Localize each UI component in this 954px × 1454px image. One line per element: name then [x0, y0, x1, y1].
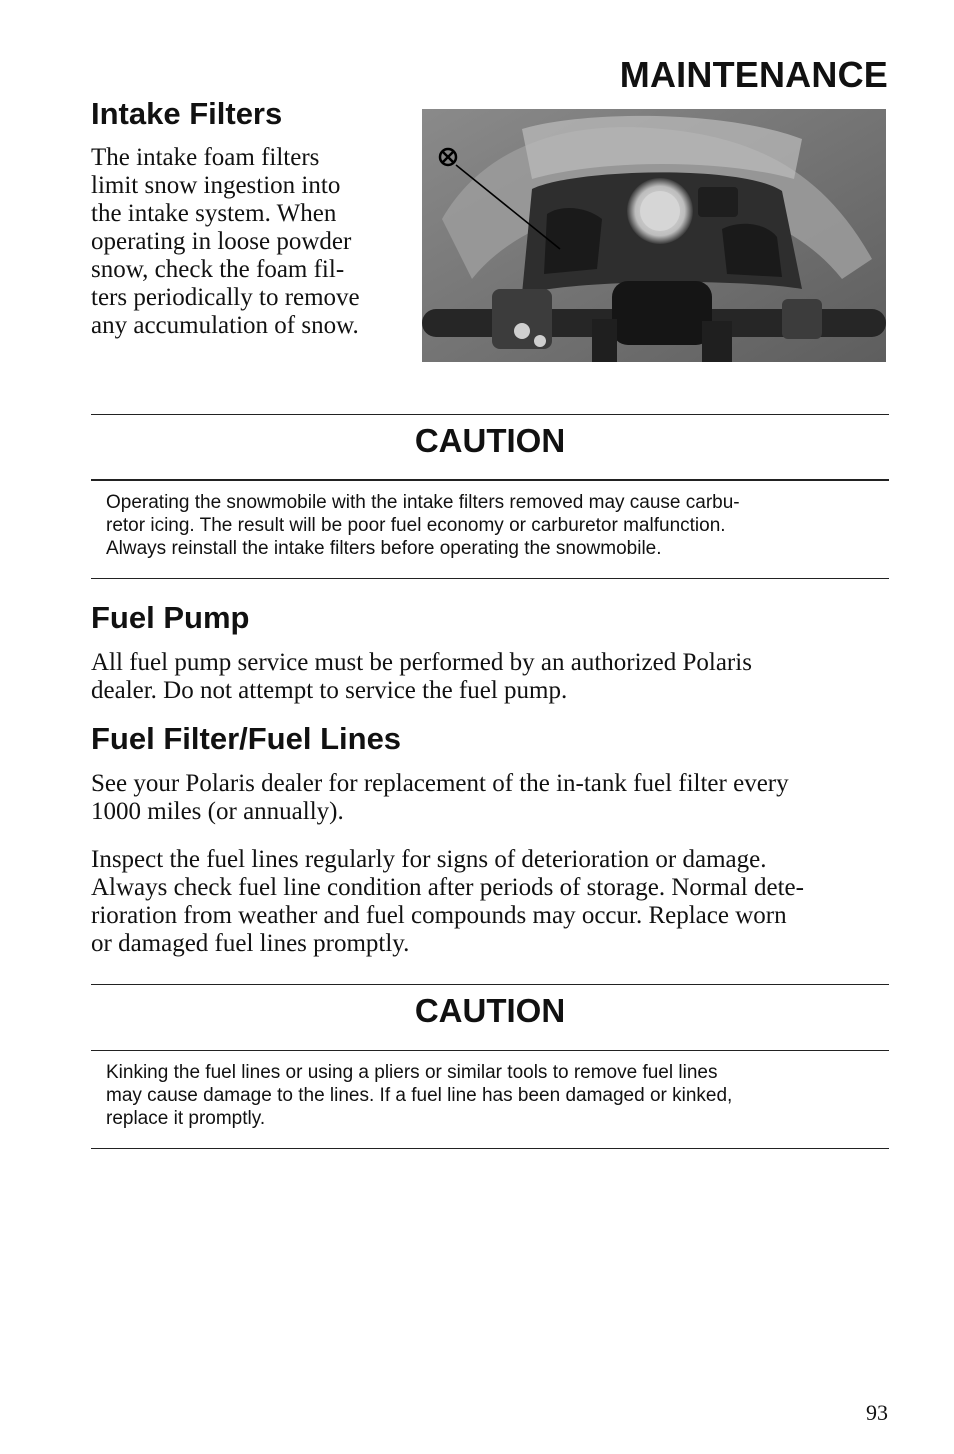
caution-top-rule — [91, 984, 889, 985]
text-line: replace it promptly. — [106, 1108, 266, 1129]
text-line: snow, check the foam fil- — [91, 256, 345, 283]
text-line: limit snow ingestion into — [91, 172, 341, 199]
text-line: 1000 miles (or annually). — [91, 798, 344, 825]
text-line: retor icing. The result will be poor fuel economy or carburetor malfunction. — [106, 515, 726, 536]
caution-title: CAUTION — [414, 422, 566, 459]
text-line: All fuel pump service must be performed by an authorized Polaris — [91, 649, 752, 676]
text-line: The intake foam filters — [91, 144, 320, 171]
section-header: MAINTENANCE — [619, 54, 888, 95]
text-line: rioration from weather and fuel compounds may occur. Replace worn — [91, 902, 787, 929]
photo-illustration — [422, 109, 886, 362]
intake-filters-heading: Intake Filters — [91, 96, 283, 131]
caution-divider — [91, 1050, 889, 1051]
caution-title: CAUTION — [414, 992, 566, 1029]
fuel-pump-heading: Fuel Pump — [91, 600, 250, 635]
caution-text — [106, 491, 876, 560]
caution-bottom-rule — [91, 578, 889, 579]
fuel-pump-paragraph — [91, 649, 881, 705]
text-line: Inspect the fuel lines regularly for signs of deterioration or damage. — [91, 846, 767, 873]
text-line: dealer. Do not attempt to service the fuel pump. — [91, 677, 568, 704]
text-line: ters periodically to remove — [91, 284, 360, 311]
text-line: Always reinstall the intake filters before operating the snowmobile. — [106, 538, 662, 559]
text-line: Kinking the fuel lines or using a pliers or similar tools to remove fuel lines — [106, 1062, 718, 1083]
snowmobile-dash-photo — [422, 109, 886, 362]
caution-top-rule — [91, 414, 889, 415]
text-line: Operating the snowmobile with the intake filters removed may cause carbu- — [106, 492, 740, 513]
text-line: the intake system. When — [91, 200, 337, 227]
text-line: may cause damage to the lines. If a fuel line has been damaged or kinked, — [106, 1085, 733, 1106]
text-line: or damaged fuel lines promptly. — [91, 930, 410, 957]
fuel-filter-paragraph-2 — [91, 846, 886, 958]
text-line: Always check fuel line condition after periods of storage. Normal dete- — [91, 874, 804, 901]
fuel-filter-heading: Fuel Filter/Fuel Lines — [91, 721, 402, 756]
text-line: See your Polaris dealer for replacement of the in-tank fuel filter every — [91, 770, 789, 797]
caution-text — [106, 1061, 876, 1130]
text-line: any accumulation of snow. — [91, 312, 359, 339]
caution-bottom-rule — [91, 1148, 889, 1149]
page-number: 93 — [866, 1400, 888, 1425]
text-line: operating in loose powder — [91, 228, 352, 255]
intake-filters-paragraph — [91, 144, 401, 340]
caution-divider — [91, 479, 889, 481]
fuel-filter-paragraph-1 — [91, 770, 881, 826]
